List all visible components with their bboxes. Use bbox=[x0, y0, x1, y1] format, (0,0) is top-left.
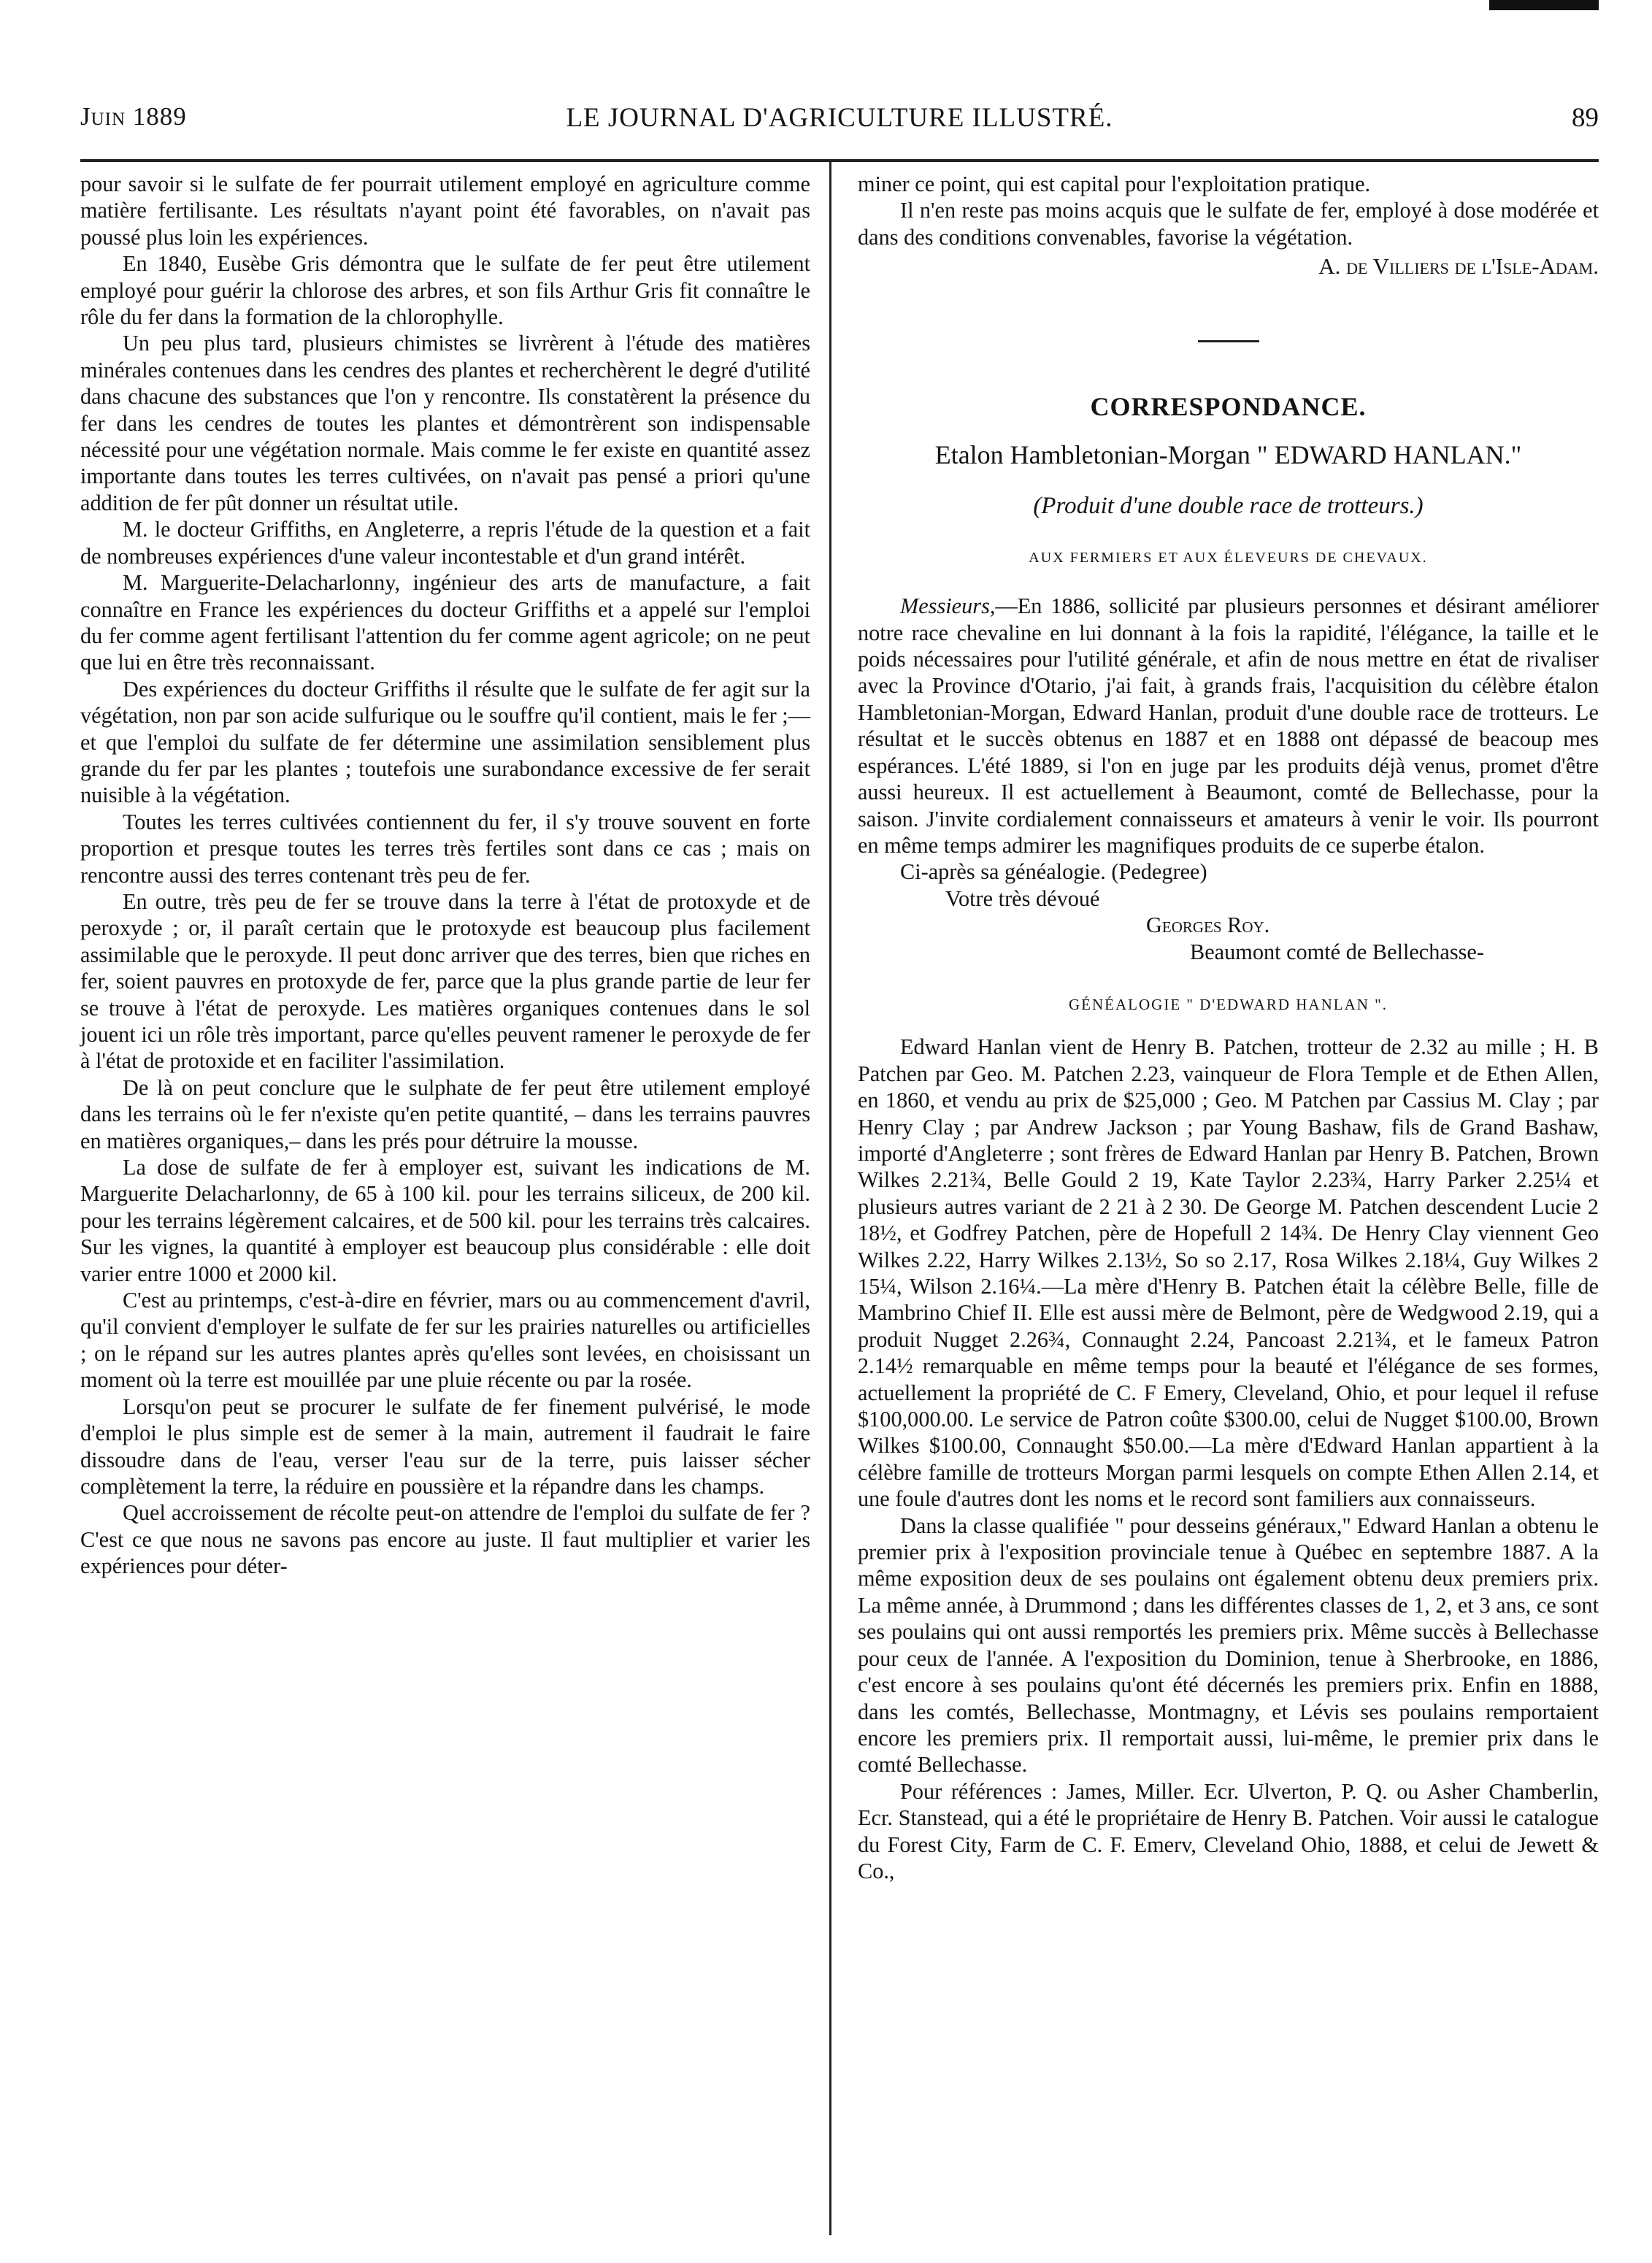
letter-body: —En 1886, sollicité par plusieurs personnes et désirant améliorer notre race chevaline en lui donnant à la fois la rapidité, l'élégance, la taille et le poids nécessaires pour l'utilité générale, et afin de nous mettre en état de rivaliser avec la Province d'Otario, j'ai fait, à grands frais, l'acquisition du célèbre étalon Hambletonian-Morgan, Edward Hanlan, produit d'une double race de trotteurs. Le résultat et le succès obtenus en 1887 et en 1888 ont dépassé de beacoup mes espérances. L'été 1889, si l'on en juge par les produits déjà venus, promet d'être aussi heureux. Il est actuellement à Beaumont, comté de Bellechasse, pour la saison. J'invite cordialement connaisseurs et amateurs à venir le voir. Ils pourront en même temps admirer les magnifiques produits de ce superbe étalon. bbox=[858, 593, 1599, 858]
paragraph: En outre, très peu de fer se trouve dans la terre à l'état de protoxyde et de peroxyde ; or, il paraît certain que le protoxyde est beaucoup plus facilement assimilable que le peroxyde. Il peut donc arriver que des terres, bien que riches en fer, soient pauvres en protoxyde de fer, parce que la plus grande partie de leur fer se trouve à l'état de peroxyde. Les matières organiques contenues dans le sol jouent ici un rôle très important, parce qu'elles peuvent ramener le peroxyde de fer à l'état de protoxide et en faciliter l'assimilation. bbox=[80, 888, 810, 1074]
genealogie-heading: GÉNÉALOGIE " D'EDWARD HANLAN ". bbox=[1069, 995, 1388, 1013]
paragraph: De là on peut conclure que le sulphate de fer peut être utilement employé dans les terrains où le fer n'existe qu'en petite quantité, – dans les terrains pauvres en matières organiques,– dans les prés pour détruire la mousse. bbox=[80, 1075, 810, 1153]
page-number: 89 bbox=[1572, 103, 1599, 133]
top-corner-rule bbox=[1489, 0, 1599, 10]
letter-salutation: Messieurs, bbox=[900, 593, 996, 619]
left-column bbox=[80, 171, 810, 1580]
paragraph: Il n'en reste pas moins acquis que le sulfate de fer, employé à dose modérée et dans des conditions convenables, favorise la végétation. bbox=[858, 198, 1599, 250]
letter-signature: Georges Roy. bbox=[1146, 912, 1270, 938]
paragraph: La dose de sulfate de fer à employer est, suivant les indications de M. Marguerite Delacharlonny, de 65 à 100 kil. pour les terrains siliceux, de 200 kil. pour les terrains légèrement calcaires, et de 500 kil. pour les terrains très calcaires. Sur les vignes, la quantité à employer est beaucoup plus considérable : elle doit varier entre 1000 et 2000 kil. bbox=[80, 1155, 810, 1286]
paragraph: C'est au printemps, c'est-à-dire en février, mars ou au commencement d'avril, qu'il convient d'employer le sulfate de fer sur les prairies naturelles ou artificielles ; on le répand sur les autres plantes après qu'elles sont levées, en choisissant un moment où la terre est mouillée par une pluie récente ou par la rosée. bbox=[80, 1288, 810, 1393]
paragraph: M. le docteur Griffiths, en Angleterre, a repris l'étude de la question et a fait de nombreuses expériences d'une valeur incontestable et d'un grand intérêt. bbox=[80, 517, 810, 569]
closing-line: Ci-après sa généalogie. (Pedegree) bbox=[900, 859, 1207, 885]
right-column bbox=[858, 171, 1599, 1884]
header-rule bbox=[80, 159, 1599, 162]
paragraph: Lorsqu'on peut se procurer le sulfate de fer finement pulvérisé, le mode d'emploi le plus simple est de semer à la main, autrement il faudrait le faire dissoudre dans de l'eau, verser l'eau sur de la terre, puis laisser sécher complètement la terre, la réduire en poussière et la répandre dans les champs. bbox=[80, 1394, 810, 1499]
paragraph: Toutes les terres cultivées contiennent du fer, il s'y trouve souvent en forte proportion et presque toutes les terres très fertiles sont dans ce cas ; mais on rencontre aussi des terres contenant très peu de fer. bbox=[80, 809, 810, 888]
column-divider bbox=[829, 162, 831, 2235]
paragraph: miner ce point, qui est capital pour l'exploitation pratique. bbox=[858, 172, 1371, 196]
audience-line: AUX FERMIERS ET AUX ÉLEVEURS DE CHEVAUX. bbox=[1029, 549, 1428, 566]
etalon-heading: Etalon Hambletonian-Morgan " EDWARD HANLAN." bbox=[934, 440, 1522, 470]
paragraph: M. Marguerite-Delacharlonny, ingénieur des arts de manufacture, a fait connaître en France les expériences du docteur Griffiths et a appelé sur l'emploi du fer comme agent fertilisant l'attention du fer comme agent agricole; on ne peut que lui en être très reconnaissant. bbox=[80, 570, 810, 675]
header-date: Juin 1889 bbox=[80, 102, 187, 131]
paragraph: Edward Hanlan vient de Henry B. Patchen, trotteur de 2.32 au mille ; H. B Patchen par Geo. M. Patchen 2.23, vainqueur de Flora Temple et de Ethen Allen, en 1860, et vendu au prix de $25,000 ; Geo. M Patchen par Cassius M. Clay ; par Henry Clay ; par Andrew Jackson ; par Young Bashaw, fils de Grand Bashaw, importé d'Angleterre ; sont frères de Edward Hanlan par Henry B. Patchen, Brown Wilkes 2.21¾, Belle Gould 2 19, Kate Taylor 2.23¾, Harry Parker 2.25¼ et plusieurs autres variant de 2 21 à 2 30. De George M. Patchen descendent Lucie 2 18½, et Godfrey Patchen, père de Hopefull 2 14¾. De Henry Clay viennent Geo Wilkes 2.22, Harry Wilkes 2.13½, So so 2.17, Rosa Wilkes 2.18¼, Guy Wilkes 2 15¼, Wilson 2.16¼.—La mère d'Henry B. Patchen était la célèbre Belle, fille de Mambrino Chief II. Elle est aussi mère de Belmont, père de Wedgwood 2.19, qui a produit Nugget 2.26¾, Connaught 2.24, Pancoast 2.21¾, et le fameux Patron 2.14½ remarquable en même temps pour la beauté et l'élégance de ses formes, actuellement la propriété de C. F Emery, Cleveland, Ohio, et pour lequel il refuse $100,000.00. Le service de Patron coûte $300.00, celui de Nugget $100.00, Brown Wilkes $100.00, Connaught $50.00.—La mère d'Edward Hanlan appartient à la célèbre famille de trotteurs Morgan parmi lesquels on compte Ethen Allen 2.14, et une foule d'autres dont les noms et le record sont familiers aux connaisseurs. bbox=[858, 1034, 1599, 1512]
closing-line: Beaumont comté de Bellechasse- bbox=[1190, 939, 1484, 964]
produit-subheading: (Produit d'une double race de trotteurs.) bbox=[1033, 493, 1424, 520]
correspondance-title: CORRESPONDANCE. bbox=[1090, 391, 1367, 421]
page-header bbox=[80, 102, 1599, 146]
journal-title: LE JOURNAL D'AGRICULTURE ILLUSTRÉ. bbox=[566, 103, 1113, 133]
section-rule bbox=[1198, 340, 1259, 342]
closing-line: Votre très dévoué bbox=[945, 885, 1100, 911]
paragraph: Quel accroissement de récolte peut-on attendre de l'emploi du sulfate de fer ? C'est ce que nous ne savons pas encore au juste. Il faut multiplier et varier les expériences pour déter- bbox=[80, 1500, 810, 1579]
letter-closing bbox=[858, 858, 1599, 965]
paragraph: Dans la classe qualifiée " pour desseins généraux," Edward Hanlan a obtenu le premier prix à l'exposition provinciale tenue à Québec en septembre 1887. A la même exposition deux de ses poulains ont également obtenu deux premiers prix. La même année, à Drummond ; dans les différentes classes de 1, 2, et 3 ans, ce sont ses poulains qui ont aussi remportés les premiers prix. Même succès à Bellechasse pour ceux de l'année. A l'exposition du Dominion, tenue à Sherbrooke, en 1886, c'est encore à ses poulains qu'ont été décernés les premiers prix. Enfin en 1888, dans les comtés, Bellechasse, Montmagny, et Lévis ses poulains remportaient encore les premiers prix. Il remportait aussi, lui-même, le premier prix dans le comté Bellechasse. bbox=[858, 1513, 1599, 1778]
paragraph: Pour références : James, Miller. Ecr. Ulverton, P. Q. ou Asher Chamberlin, Ecr. Stanstead, qui a été le propriétaire de Henry B. Patchen. Voir aussi le catalogue du Forest City, Farm de C. F. Emerv, Cleveland Ohio, 1888, et celui de Jewett & Co., bbox=[858, 1778, 1599, 1883]
paragraph: Un peu plus tard, plusieurs chimistes se livrèrent à l'étude des matières minérales contenues dans les cendres des plantes et recherchèrent le degré d'utilité dans chacune des substances que l'on y rencontre. Ils constatèrent la présence du fer dans les cendres de toutes les plantes et démontrèrent son indispensable nécessité pour une végétation normale. Mais comme le fer existe en quantité assez importante dans toutes les terres cultivées, on n'avait pas pensé a priori qu'une addition de fer pût donner un résultat utile. bbox=[80, 331, 810, 515]
article-signature: A. de Villiers de l'Isle-Adam. bbox=[1318, 253, 1599, 280]
paragraph: Des expériences du docteur Griffiths il résulte que le sulfate de fer agit sur la végétation, non par son acide sulfurique ou le souffre qu'il contient, mais le fer ;—et que l'emploi du sulfate de fer détermine une assimilation sensiblement plus grande du fer par les plantes ; toutefois une surabondance excessive de fer serait nuisible à la végétation. bbox=[80, 676, 810, 808]
paragraph: En 1840, Eusèbe Gris démontra que le sulfate de fer peut être utilement employé pour guérir la chlorose des arbres, et son fils Arthur Gris fit connaître le rôle du fer dans la formation de la chlorophylle. bbox=[80, 251, 810, 330]
paragraph: pour savoir si le sulfate de fer pourrait utilement employé en agriculture comme matière fertilisante. Les résultats n'ayant point été favorables, on n'avait pas poussé plus loin les expériences. bbox=[80, 172, 810, 250]
letter-paragraph bbox=[858, 593, 1599, 858]
